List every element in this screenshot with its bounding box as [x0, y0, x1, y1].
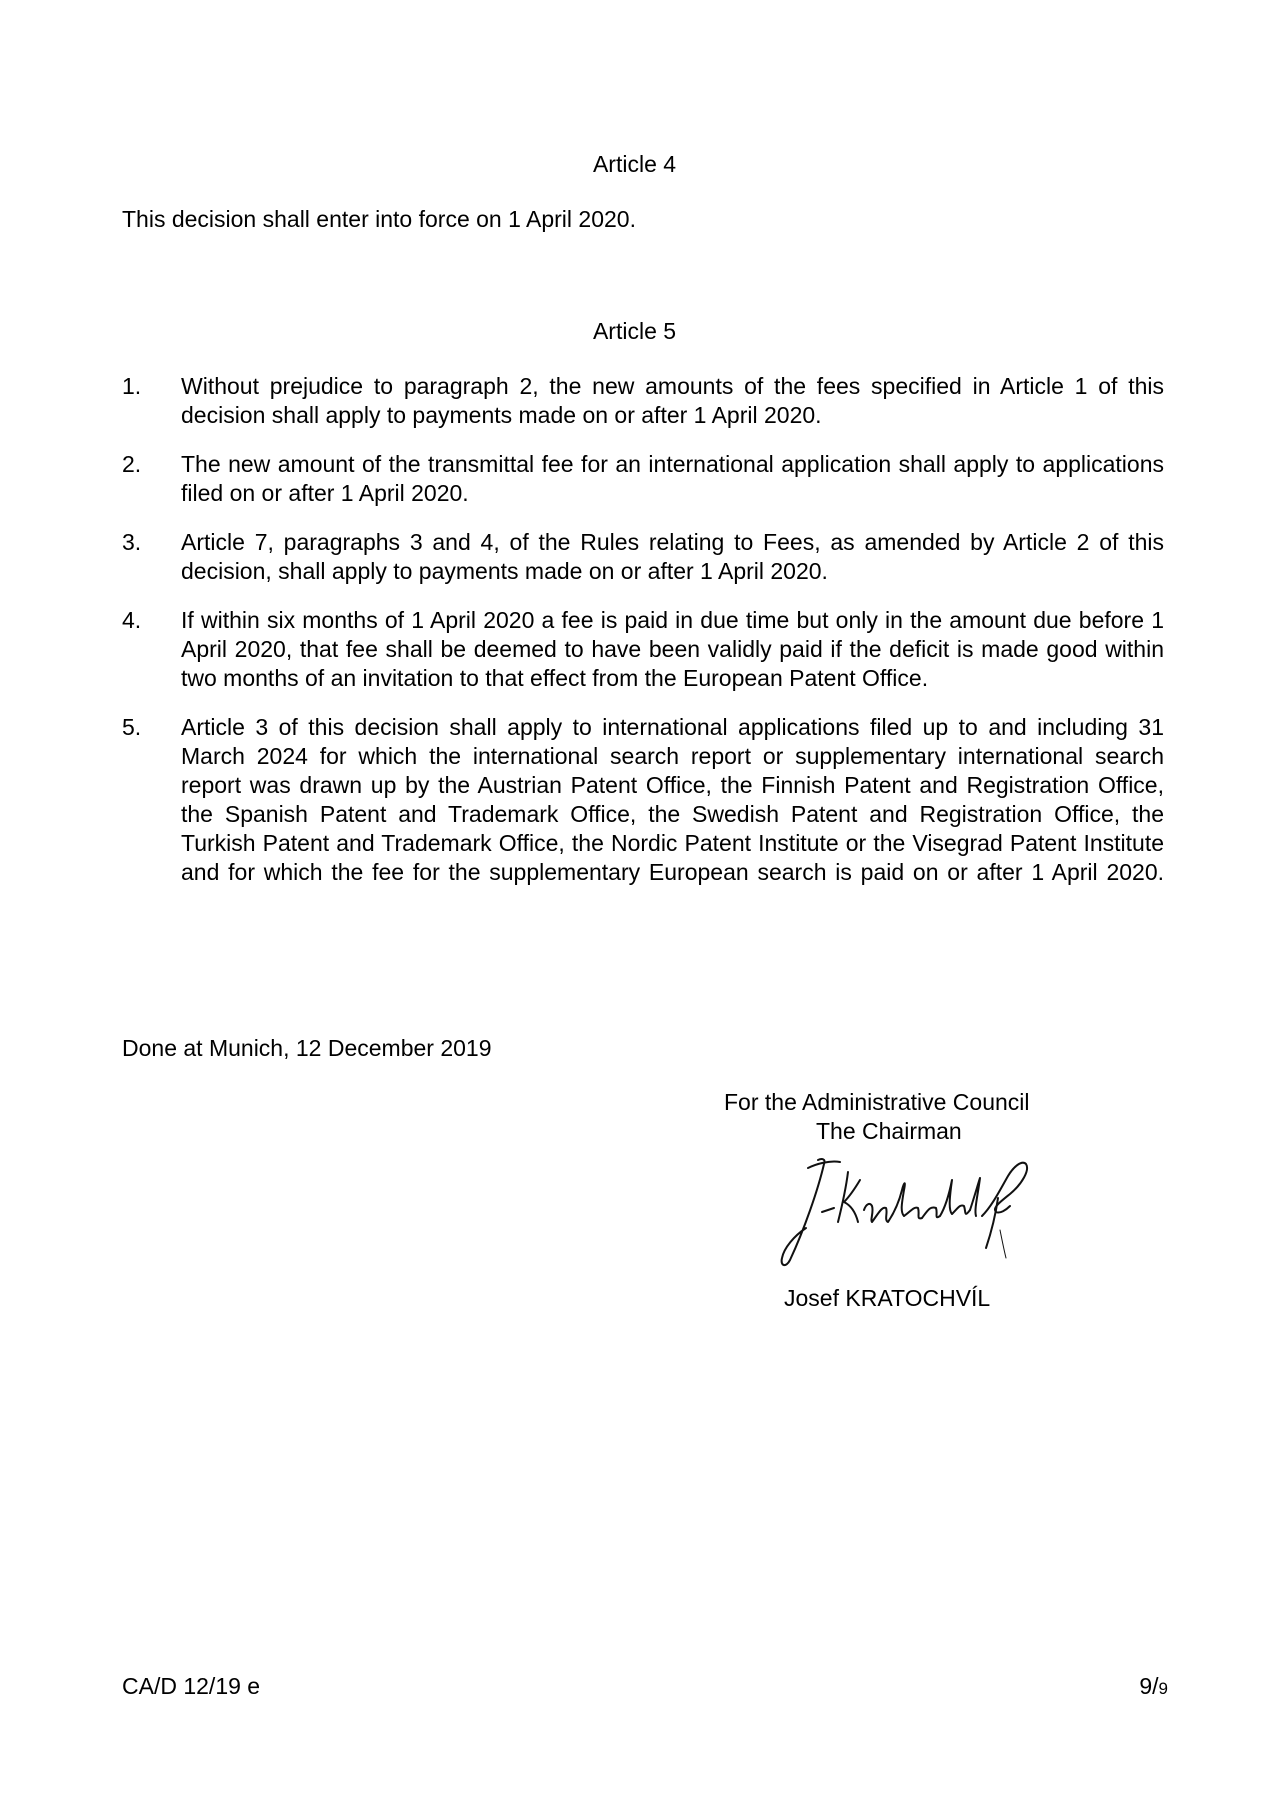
item-number: 3.: [122, 529, 142, 555]
item-text: If within six months of 1 April 2020 a fee is paid in due time but only in the amount due before 1 April 2020, that fee shall be deemed to have been validly paid if the deficit is made good within two months of an invitation to that effect from the European Patent Office.: [181, 607, 1164, 691]
chairman-line: The Chairman: [816, 1118, 962, 1144]
item-text: Article 7, paragraphs 3 and 4, of the Rules relating to Fees, as amended by Article 2 of this decision, shall apply to payments made on or after 1 April 2020.: [181, 529, 1164, 584]
article-4-text: This decision shall enter into force on 1 April 2020.: [122, 206, 636, 232]
item-text: Article 3 of this decision shall apply to international applications filed up to and including 31 March 2024 for which the international search report or supplementary international search report was drawn up by the Austrian Patent Office, the Finnish Patent and Registration Office, the Spanish Patent and Trademark Office, the Swedish Patent and Registration Office, the Turkish Patent and Trademark Office, the Nordic Patent Institute or the Visegrad Patent Institute and for which the fee for the supplementary European search is paid on or after 1 April 2020.: [181, 714, 1164, 885]
item-number: 4.: [122, 607, 142, 633]
signature-block: [724, 1088, 1084, 1146]
signer-name: Josef KRATOCHVÍL: [784, 1285, 991, 1311]
page-total: 9: [1158, 1679, 1168, 1698]
list-item: [122, 528, 1164, 586]
done-at-line: Done at Munich, 12 December 2019: [122, 1035, 492, 1061]
page-current: 9/: [1139, 1673, 1159, 1699]
page-number: [1108, 1672, 1168, 1703]
list-item: [122, 372, 1164, 430]
list-item: [122, 713, 1164, 887]
document-reference: CA/D 12/19 e: [122, 1673, 261, 1699]
article-4-heading: Article 4: [592, 151, 677, 177]
council-line: For the Administrative Council: [724, 1089, 1030, 1115]
list-item: [122, 606, 1164, 693]
item-text: The new amount of the transmittal fee for an international application shall apply to applications filed on or after 1 April 2020.: [181, 451, 1164, 506]
article-5-heading: Article 5: [592, 318, 677, 344]
item-number: 2.: [122, 451, 142, 477]
handwritten-signature: [760, 1150, 1040, 1280]
signature-text: J. Kratochvíl: [760, 1150, 766, 1151]
item-number: 5.: [122, 714, 142, 740]
list-item: [122, 450, 1164, 508]
article-5-list: [122, 372, 1164, 907]
item-number: 1.: [122, 373, 142, 399]
item-text: Without prejudice to paragraph 2, the new amounts of the fees specified in Article 1 of this decision shall apply to payments made on or after 1 April 2020.: [181, 373, 1164, 428]
